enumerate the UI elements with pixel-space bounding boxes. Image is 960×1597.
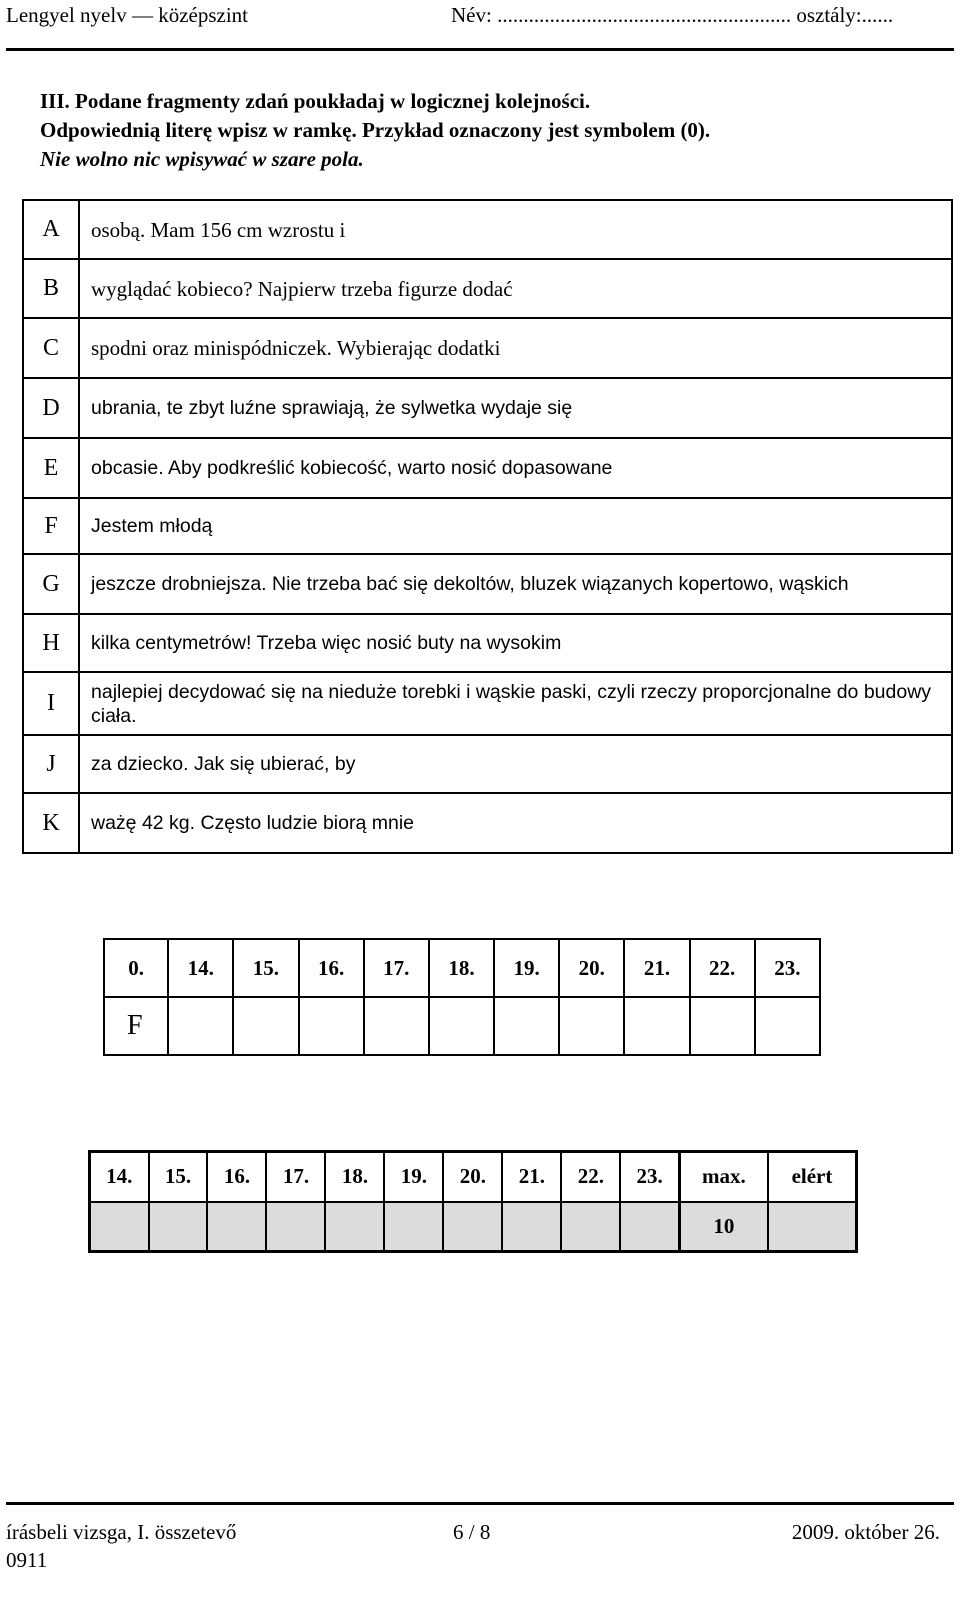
- answer-input-row: [104, 997, 820, 1055]
- answer-cell[interactable]: [755, 997, 820, 1055]
- answer-header: 22.: [690, 939, 755, 997]
- fragment-row: [23, 793, 952, 853]
- score-cell: [90, 1202, 149, 1252]
- task-instructions: [40, 87, 920, 174]
- answer-cell[interactable]: [299, 997, 364, 1055]
- exam-part: írásbeli vizsga, I. összetevő: [6, 1520, 237, 1544]
- score-header: 15.: [149, 1152, 208, 1202]
- score-header: 14.: [90, 1152, 149, 1202]
- score-cell: [620, 1202, 679, 1252]
- fragment-row: [23, 735, 952, 793]
- instruction-line-3: Nie wolno nic wpisywać w szare pola.: [40, 147, 364, 171]
- exam-date: 2009. október 26.: [791, 1520, 940, 1544]
- score-cell: [149, 1202, 208, 1252]
- score-cell: [443, 1202, 502, 1252]
- fragment-row: [23, 498, 952, 554]
- answer-header-row: [104, 939, 820, 997]
- fragment-row: [23, 318, 952, 378]
- answer-header: 15.: [233, 939, 298, 997]
- answer-header: 19.: [494, 939, 559, 997]
- score-cell: [384, 1202, 443, 1252]
- score-header-row: [90, 1152, 857, 1202]
- score-achieved-cell: [768, 1202, 857, 1252]
- header-divider: [6, 48, 954, 51]
- answer-header: 20.: [559, 939, 624, 997]
- fragment-text: kilka centymetrów! Trzeba więc nosić buty na wysokim: [79, 614, 952, 672]
- answer-cell[interactable]: [168, 997, 233, 1055]
- fragment-text: jeszcze drobniejsza. Nie trzeba bać się dekoltów, bluzek wiązanych kopertowo, wąskich: [79, 554, 952, 614]
- score-header: 21.: [502, 1152, 561, 1202]
- fragment-row: [23, 554, 952, 614]
- score-cell: [502, 1202, 561, 1252]
- answer-header: 17.: [364, 939, 429, 997]
- score-cell: [561, 1202, 620, 1252]
- fragment-text: ubrania, te zbyt luźne sprawiają, że sylwetka wydaje się: [79, 378, 952, 438]
- fragment-row: [23, 614, 952, 672]
- fragment-letter: A: [23, 200, 79, 259]
- footer-divider: [6, 1502, 954, 1505]
- fragment-text: osobą. Mam 156 cm wzrostu i: [79, 200, 952, 259]
- score-header: 17.: [266, 1152, 325, 1202]
- page-number: 6 / 8: [453, 1520, 491, 1544]
- answer-header: 0.: [104, 939, 168, 997]
- fragment-row: [23, 259, 952, 318]
- score-max-header: max.: [679, 1152, 768, 1202]
- answer-cell[interactable]: [364, 997, 429, 1055]
- answer-cell[interactable]: [690, 997, 755, 1055]
- fragment-letter: C: [23, 318, 79, 378]
- fragment-row: [23, 200, 952, 259]
- score-header: 18.: [325, 1152, 384, 1202]
- fragment-letter: B: [23, 259, 79, 318]
- answer-cell[interactable]: [494, 997, 559, 1055]
- fragment-letter: K: [23, 793, 79, 853]
- score-header: 23.: [620, 1152, 679, 1202]
- name-class-field: Név: ........................................................ osztály:......: [451, 3, 894, 27]
- answer-header: 21.: [624, 939, 689, 997]
- fragment-text: najlepiej decydować się na nieduże torebki i wąskie paski, czyli rzeczy proporcjonalne do budowy ciała.: [79, 672, 952, 735]
- answer-header: 14.: [168, 939, 233, 997]
- score-header: 19.: [384, 1152, 443, 1202]
- answer-header: 18.: [429, 939, 494, 997]
- score-header: 22.: [561, 1152, 620, 1202]
- score-cell: [266, 1202, 325, 1252]
- fragment-text: za dziecko. Jak się ubierać, by: [79, 735, 952, 793]
- fragment-letter: I: [23, 672, 79, 735]
- fragments-table: [22, 199, 953, 854]
- fragment-row: [23, 378, 952, 438]
- answer-cell[interactable]: [233, 997, 298, 1055]
- answer-header: 23.: [755, 939, 820, 997]
- fragment-row: [23, 438, 952, 498]
- fragment-letter: G: [23, 554, 79, 614]
- score-cell: [207, 1202, 266, 1252]
- fragment-letter: H: [23, 614, 79, 672]
- answer-cell[interactable]: [559, 997, 624, 1055]
- score-value-row: [90, 1202, 857, 1252]
- answer-header: 16.: [299, 939, 364, 997]
- fragment-letter: J: [23, 735, 79, 793]
- fragment-text: wyglądać kobieco? Najpierw trzeba figurze dodać: [79, 259, 952, 318]
- fragment-text: Jestem młodą: [79, 498, 952, 554]
- answer-cell[interactable]: [624, 997, 689, 1055]
- score-header: 16.: [207, 1152, 266, 1202]
- score-max-value: 10: [679, 1202, 768, 1252]
- exam-code: 0911: [6, 1548, 48, 1572]
- instruction-line-1: III. Podane fragmenty zdań poukładaj w logicznej kolejności.: [40, 89, 591, 113]
- fragment-text: obcasie. Aby podkreślić kobiecość, warto nosić dopasowane: [79, 438, 952, 498]
- score-cell: [325, 1202, 384, 1252]
- answer-grid: [103, 938, 821, 1056]
- score-header: 20.: [443, 1152, 502, 1202]
- answer-cell[interactable]: [429, 997, 494, 1055]
- instruction-line-2: Odpowiednią literę wpisz w ramkę. Przykład oznaczony jest symbolem (0).: [40, 118, 711, 142]
- fragment-letter: D: [23, 378, 79, 438]
- example-answer-cell: F: [104, 997, 168, 1055]
- fragment-letter: E: [23, 438, 79, 498]
- score-grid: [88, 1150, 858, 1253]
- fragment-letter: F: [23, 498, 79, 554]
- fragment-text: ważę 42 kg. Często ludzie biorą mnie: [79, 793, 952, 853]
- fragment-row: [23, 672, 952, 735]
- fragment-text: spodni oraz minispódniczek. Wybierając dodatki: [79, 318, 952, 378]
- page-header: [6, 0, 952, 34]
- exam-subject: Lengyel nyelv — középszint: [6, 3, 249, 27]
- score-achieved-header: elért: [768, 1152, 857, 1202]
